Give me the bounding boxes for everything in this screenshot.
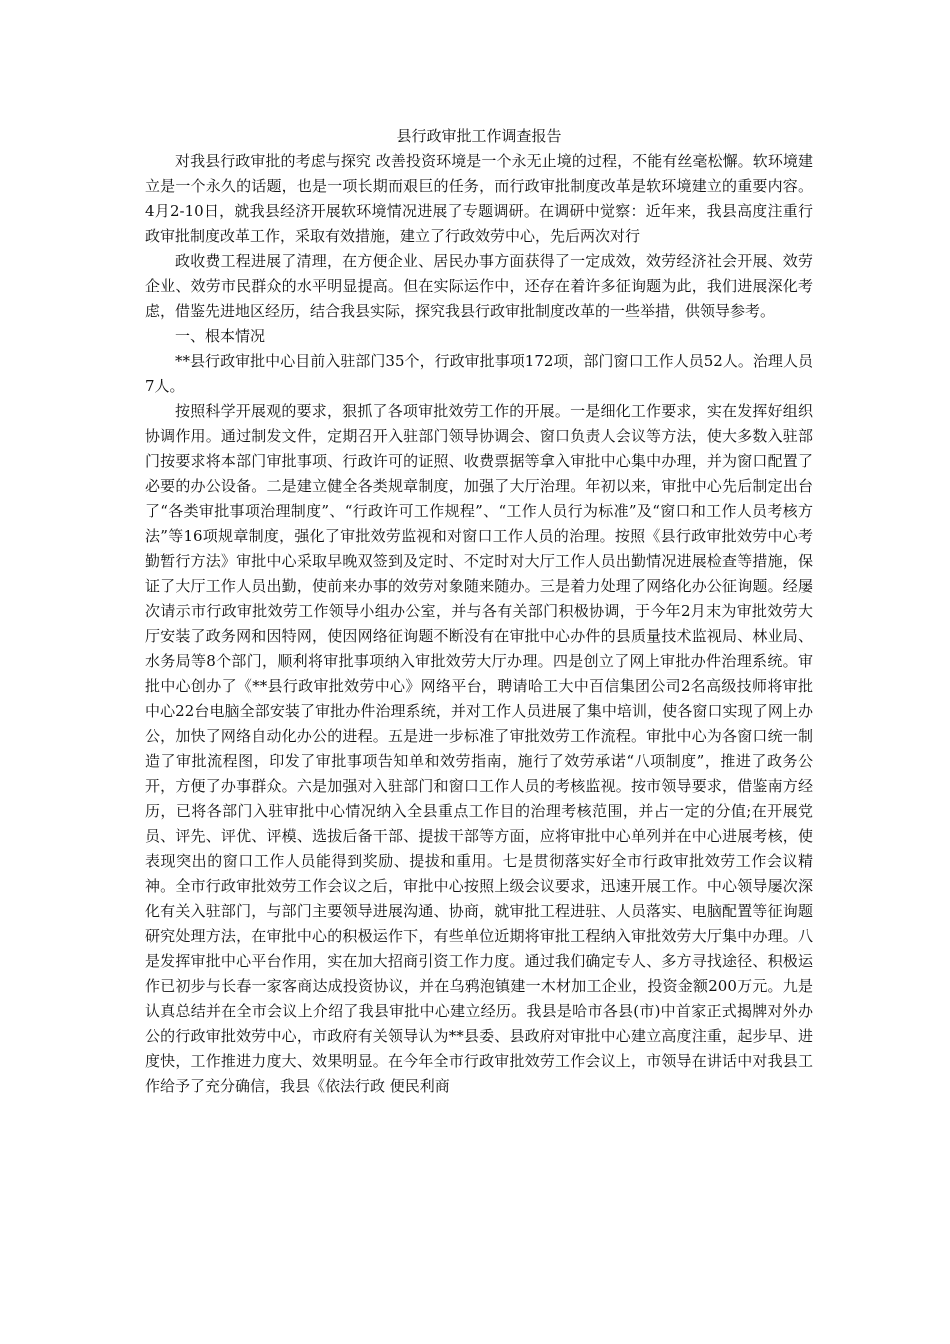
document-body	[145, 124, 813, 1099]
document-title: 县行政审批工作调查报告	[396, 127, 562, 145]
paragraph-work-details: 按照科学开展观的要求，狠抓了各项审批效劳工作的开展。一是细化工作要求，实在发挥好组织协调作用。通过制发文件，定期召开入驻部门领导协调会、窗口负责人会议等方法，使大多数入驻部门按要求将本部门审批事项、行政许可的证照、收费票据等拿入审批中心集中办理，并为窗口配置了必要的办公设备。二是建立健全各类规章制度，加强了大厅治理。年初以来，审批中心先后制定出台了“各类审批事项治理制度”、“行政许可工作规程”、“工作人员行为标准”及“窗口和工作人员考核方法”等16项规章制度，强化了审批效劳监视和对窗口工作人员的治理。按照《县行政审批效劳中心考勤暂行方法》审批中心采取早晚双签到及定时、不定时对大厅工作人员出勤情况进展检查等措施，保证了大厅工作人员出勤，使前来办事的效劳对象随来随办。三是着力处理了网络化办公征询题。经屡次请示市行政审批效劳工作领导小组办公室，并与各有关部门积极协调，于今年2月末为审批效劳大厅安装了政务网和因特网，使因网络征询题不断没有在审批中心办件的县质量技术监视局、林业局、水务局等8个部门，顺利将审批事项纳入审批效劳大厅办理。四是创立了网上审批办件治理系统。审批中心创办了《**县行政审批效劳中心》网络平台，聘请哈工大中百信集团公司2名高级技师将审批中心22台电脑全部安装了审批办件治理系统，并对工作人员进展了集中培训，使各窗口实现了网上办公，加快了网络自动化办公的进程。五是进一步标准了审批效劳工作流程。审批中心为各窗口统一制造了审批流程图，印发了审批事项告知单和效劳指南，施行了效劳承诺“八项制度”，推进了政务公开，方便了办事群众。六是加强对入驻部门和窗口工作人员的考核监视。按市领导要求，借鉴南方经历，已将各部门入驻审批中心情况纳入全县重点工作目的治理考核范围，并占一定的分值;在开展党员、评先、评优、评模、选拔后备干部、提拔干部等方面，应将审批中心单列并在中心进展考核，使表现突出的窗口工作人员能得到奖励、提拔和重用。七是贯彻落实好全市行政审批效劳工作会议精神。全市行政审批效劳工作会议之后，审批中心按照上级会议要求，迅速开展工作。中心领导屡次深化有关入驻部门，与部门主要领导进展沟通、协商，就审批工程进驻、人员落实、电脑配置等征询题研究处理方法，在审批中心的积极运作下，有些单位近期将审批工程纳入审批效劳大厅集中办理。八是发挥审批中心平台作用，实在加大招商引资工作力度。通过我们确定专人、多方寻找途径、积极运作已初步与长春一家客商达成投资协议，并在乌鸦泡镇建一木材加工企业，投资金额200万元。九是认真总结并在全市会议上介绍了我县审批中心建立经历。我县是哈市各县(市)中首家正式揭牌对外办公的行政审批效劳中心，市政府有关领导认为**县委、县政府对审批中心建立高度注重，起步早、进度快，工作推进力度大、效果明显。在今年全市行政审批效劳工作会议上，市领导在讲话中对我县工作给予了充分确信，我县《依法行政 便民利商	[145, 402, 813, 1095]
section-heading-basic-situation: 一、根本情况	[175, 327, 266, 345]
paragraph-continuation: 政收费工程进展了清理，在方便企业、居民办事方面获得了一定成效，效劳经济社会开展、效劳企业、效劳市民群众的水平明显提高。但在实际运作中，还存在着许多征询题为此，我们进展深化考虑，借鉴先进地区经历，结合我县实际，探究我县行政审批制度改革的一些举措，供领导参考。	[145, 252, 813, 320]
paragraph-center-stats: **县行政审批中心目前入驻部门35个，行政审批事项172项，部门窗口工作人员52人。治理人员7人。	[145, 352, 813, 395]
paragraph-intro: 对我县行政审批的考虑与探究 改善投资环境是一个永无止境的过程，不能有丝毫松懈。软环境建立是一个永久的话题，也是一项长期而艰巨的任务，而行政审批制度改革是软环境建立的重要内容。4月2-10日，就我县经济开展软环境情况进展了专题调研。在调研中觉察：近年来，我县高度注重行政审批制度改革工作，采取有效措施，建立了行政效劳中心，先后两次对行	[145, 152, 813, 245]
